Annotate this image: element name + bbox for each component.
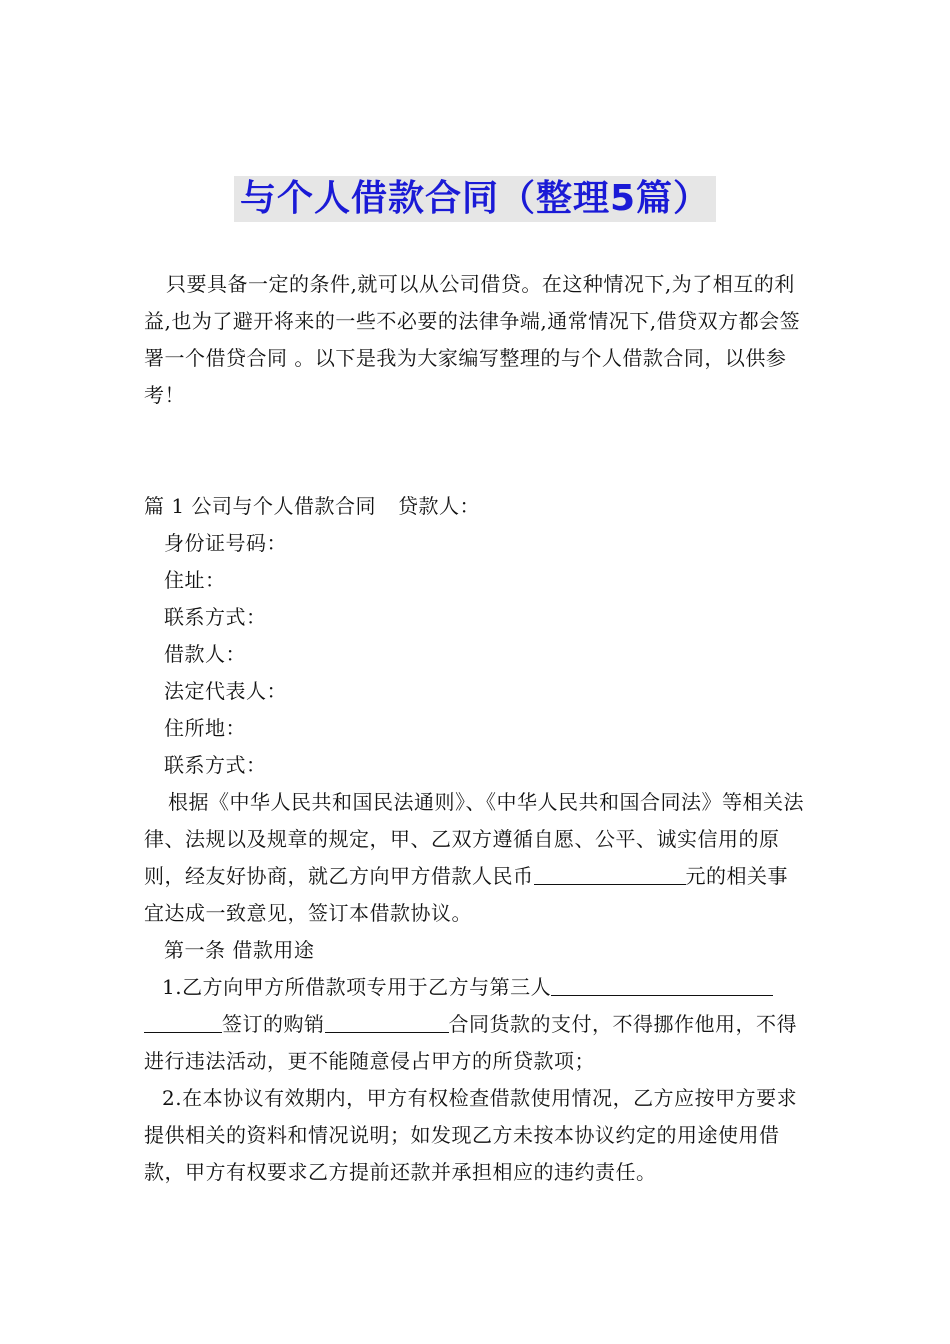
field-legal-rep: 法定代表人： [164, 679, 287, 703]
field-address: 住址： [164, 568, 226, 592]
intro-section [144, 266, 808, 414]
document-title: 与个人借款合同（整理5篇） [234, 176, 716, 222]
field-contact: 联系方式： [164, 605, 267, 629]
item-2-paragraph: 2.在本协议有效期内，甲方有权检查借款使用情况，乙方应按甲方要求提供相关的资料和情况说明；如发现乙方未按本协议约定的用途使用借款，甲方有权要求乙方提前还款并承担相应的违约责任。 [144, 1086, 798, 1184]
third-party-blank-1 [551, 975, 773, 996]
basis-text-2: 元的相关事宜达成一致意见，签订本借款协议。 [144, 864, 788, 925]
field-domicile: 住所地： [164, 716, 246, 740]
contract-blank [325, 1012, 449, 1033]
item-1-text-3: 合同货款的支付，不得挪作他用，不得进行违法活动，更不能随意侵占甲方的所贷款项； [144, 1012, 797, 1073]
item-1-text-2: 签订的购销 [222, 1012, 325, 1036]
article-1-title: 第一条 借款用途 [164, 938, 315, 962]
field-contact-2: 联系方式： [164, 753, 267, 777]
basis-text-1: 根据《中华人民共和国民法通则》、《中华人民共和国合同法》等相关法律、法规以及规章的规定，甲、乙双方遵循自愿、公平、诚实信用的原则，经友好协商，就乙方向甲方借款人民币 [144, 790, 804, 888]
amount-blank-1 [534, 864, 634, 885]
section-heading: 篇 1 公司与个人借款合同 [144, 494, 376, 518]
lender-label: 贷款人： [397, 494, 480, 518]
section-heading-line [144, 488, 808, 525]
third-party-blank-2 [144, 1012, 222, 1033]
intro-paragraph: 只要具备一定的条件,就可以从公司借贷。在这种情况下,为了相互的利益,也为了避开将来的一些不必要的法律争端,通常情况下,借贷双方都会签署一个借贷合同 。以下是我为大家编写整理的与个人借款合同，以供参考！ [144, 272, 801, 407]
basis-paragraph [144, 784, 808, 932]
title-container [0, 176, 950, 222]
item-1-paragraph [144, 969, 808, 1080]
field-borrower: 借款人： [164, 642, 246, 666]
amount-blank-2 [634, 864, 686, 885]
item-1-text-1: 1.乙方向甲方所借款项专用于乙方与第三人 [162, 975, 552, 999]
section-1 [144, 488, 808, 1191]
field-id-number: 身份证号码： [164, 531, 287, 555]
